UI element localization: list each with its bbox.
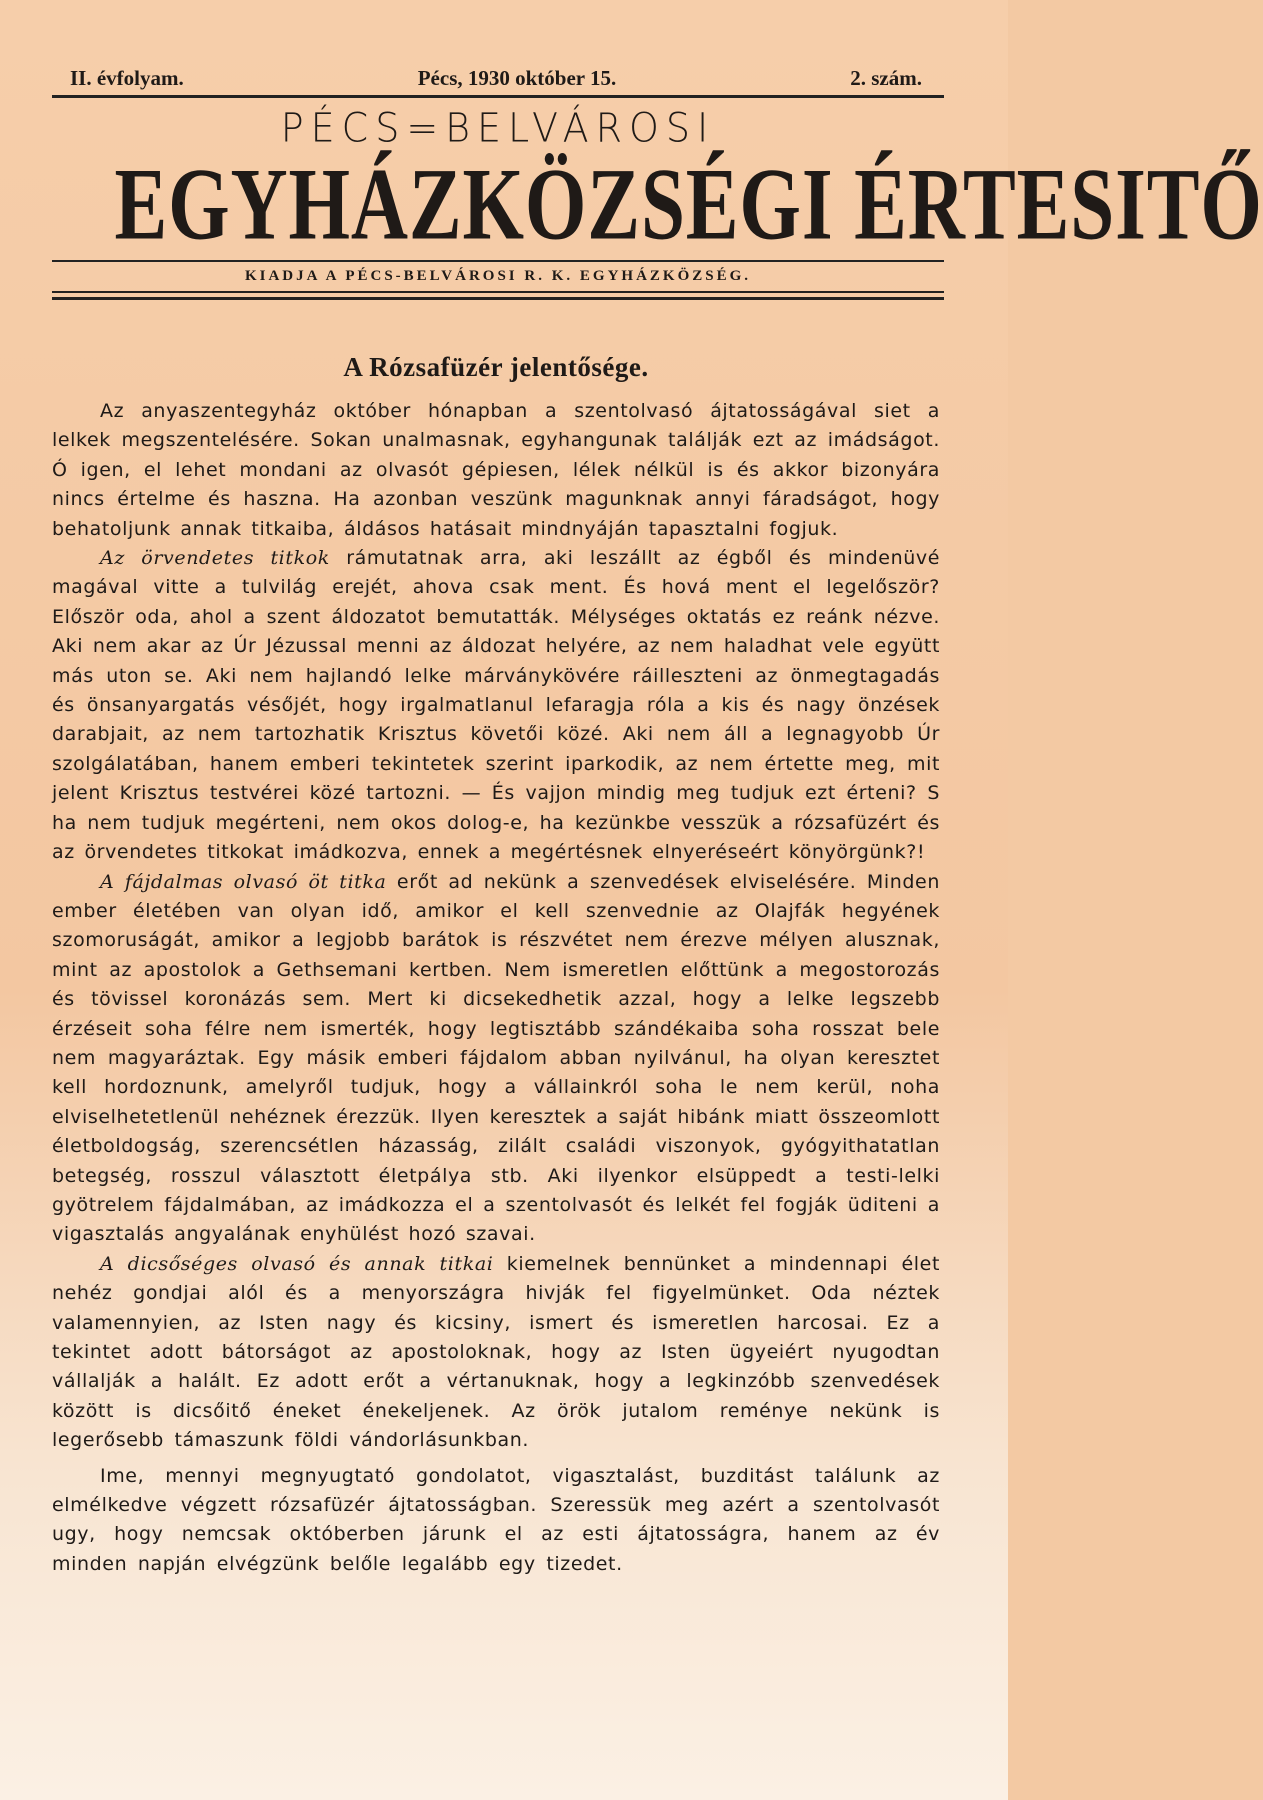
paragraph-3 xyxy=(52,868,940,1250)
top-rule xyxy=(52,95,944,98)
paragraph-5: Ime, mennyi megnyugtató gondolatot, vigasztalást, buzditást találunk az elmélkedve végzett rózsafüzér ájtatosságban. Szeressük meg azért a szentolvasót ugy, hogy nemcsak októberben járunk el az esti ájtatosságra, hanem az év minden napján elvégzünk belőle legalább egy tizedet. xyxy=(52,1464,940,1575)
paragraph-3-lead: A fájdalmas olvasó öt titka xyxy=(100,870,387,893)
paragraph-4-body: kiemelnek bennünket a mindennapi élet nehéz gondjai alól és a menyországra hivják fel figyelmünket. Oda néztek valamennyien, az Isten nagy és kicsiny, ismert és ismeretlen harcosai. Ez a tekintet adott bátorságot az apostoloknak, hogy az Isten ügyeiért nyugodtan vállalják a halált. Ez adott erőt a vértanuknak, hogy a legkinzóbb szenvedések között is dicsőitő éneket énekeljenek. Az örök jutalom reménye nekünk is legerősebb támaszunk földi vándorlásunkban. xyxy=(52,1252,940,1452)
bottom-rule-1 xyxy=(52,291,944,293)
paragraph-3-body: erőt ad nekünk a szenvedések elviselésére. Minden ember életében van olyan idő, amikor el kell szenvednie az Olajfák hegyének szomoruságát, amikor a legjobb barátok is részvétet nem érezve mélyen alusznak, mint az apostolok a Gethsemani kertben. Nem ismeretlen előttünk a megostorozás és tövissel koronázás sem. Mert ki dicsekedhetik azzal, hogy a lelke legszebb érzéseit soha félre nem ismerték, hogy legtisztább szándékaiba soha rosszat bele nem magyaráztak. Egy másik emberi fájdalom abban nyilvánul, ha olyan keresztet kell hordoznunk, amelyről tudjuk, hogy a vállainkról soha le nem kerül, noha elviselhetetlenül nehéznek érezzük. Ilyen keresztek a saját hibánk miatt összeomlott életboldogság, szerencsétlen házasság, zilált családi viszonyok, gyógyithatatlan betegség, rosszul választott életpálya stb. Aki ilyenkor elsüppedt a testi-lelki gyötrelem fájdalmában, az imádkozza el a szentolvasót és lelkét fel fogják üditeni a vigasztalás angyalának enyhülést hozó szavai. xyxy=(52,870,940,1246)
bottom-rule-2 xyxy=(52,297,944,300)
article-title: A Rózsafüzér jelentősége. xyxy=(343,352,649,382)
paragraph-1: Az anyaszentegyház október hónapban a szentolvasó ájtatosságával siet a lelkek megszentelésére. Sokan unalmasnak, egyhangunak találják ezt az imádságot. Ó igen, el lehet mondani az olvasót gépiesen, lélek nélkül is és akkor bizonyára nincs értelme és haszna. Ha azonban veszünk magunknak annyi fáradságot, hogy behatoljunk annak titkaiba, áldásos hatásait mindnyáján tapasztalni fogjuk. xyxy=(52,400,940,540)
paragraph-2-lead: Az örvendetes titkok xyxy=(100,547,330,570)
issue-info-row xyxy=(52,66,944,91)
paragraph-2-body: rámutatnak arra, aki leszállt az égből és mindenüvé magával vitte a tulvilág erejét, ahova csak ment. És hová ment el legelőször? Először oda, ahol a szent áldozatot bemutatták. Mélységes oktatás ez reánk nézve. Aki nem akar az Úr Jézussal menni az áldozat helyére, az nem haladhat vele együtt más uton se. Aki nem hajlandó lelke márványkövére ráilleszteni az önmegtagadás és önsanyargatás vésőjét, hogy irgalmatlanul lefaragja róla a kis és nagy önzések darabjait, az nem tartozhatik Krisztus követői közé. Aki nem áll a legnagyobb Úr szolgálatában, hanem emberi tekintetek szerint iparkodik, az nem értette meg, mit jelent Krisztus testvérei közé tartozni. — És vajjon mindig meg tudjuk ezt érteni? S ha nem tudjuk megérteni, nem okos dolog-e, ha kezünkbe vesszük a rózsafüzért és az örvendetes titkokat imádkozva, ennek a megértésnek elnyeréseért könyörgünk?! xyxy=(52,547,940,864)
paragraph-4-lead: A dicsőséges olvasó és annak titkai xyxy=(100,1252,494,1275)
place-date-label: Pécs, 1930 október 15. xyxy=(417,66,617,90)
masthead xyxy=(52,66,1263,300)
masthead-subtitle: PÉCS=BELVÁROSI xyxy=(280,104,716,152)
paragraph-4 xyxy=(52,1250,940,1456)
masthead-title: EGYHÁZKÖZSÉGI ÉRTESITŐ xyxy=(114,146,1263,261)
volume-label: II. évfolyam. xyxy=(70,66,184,90)
paragraph-2 xyxy=(52,544,940,867)
article xyxy=(52,352,940,1579)
publisher-line: KIADJA A PÉCS-BELVÁROSI R. K. EGYHÁZKÖZSÉG. xyxy=(244,268,752,284)
issue-number-label: 2. szám. xyxy=(850,66,922,90)
